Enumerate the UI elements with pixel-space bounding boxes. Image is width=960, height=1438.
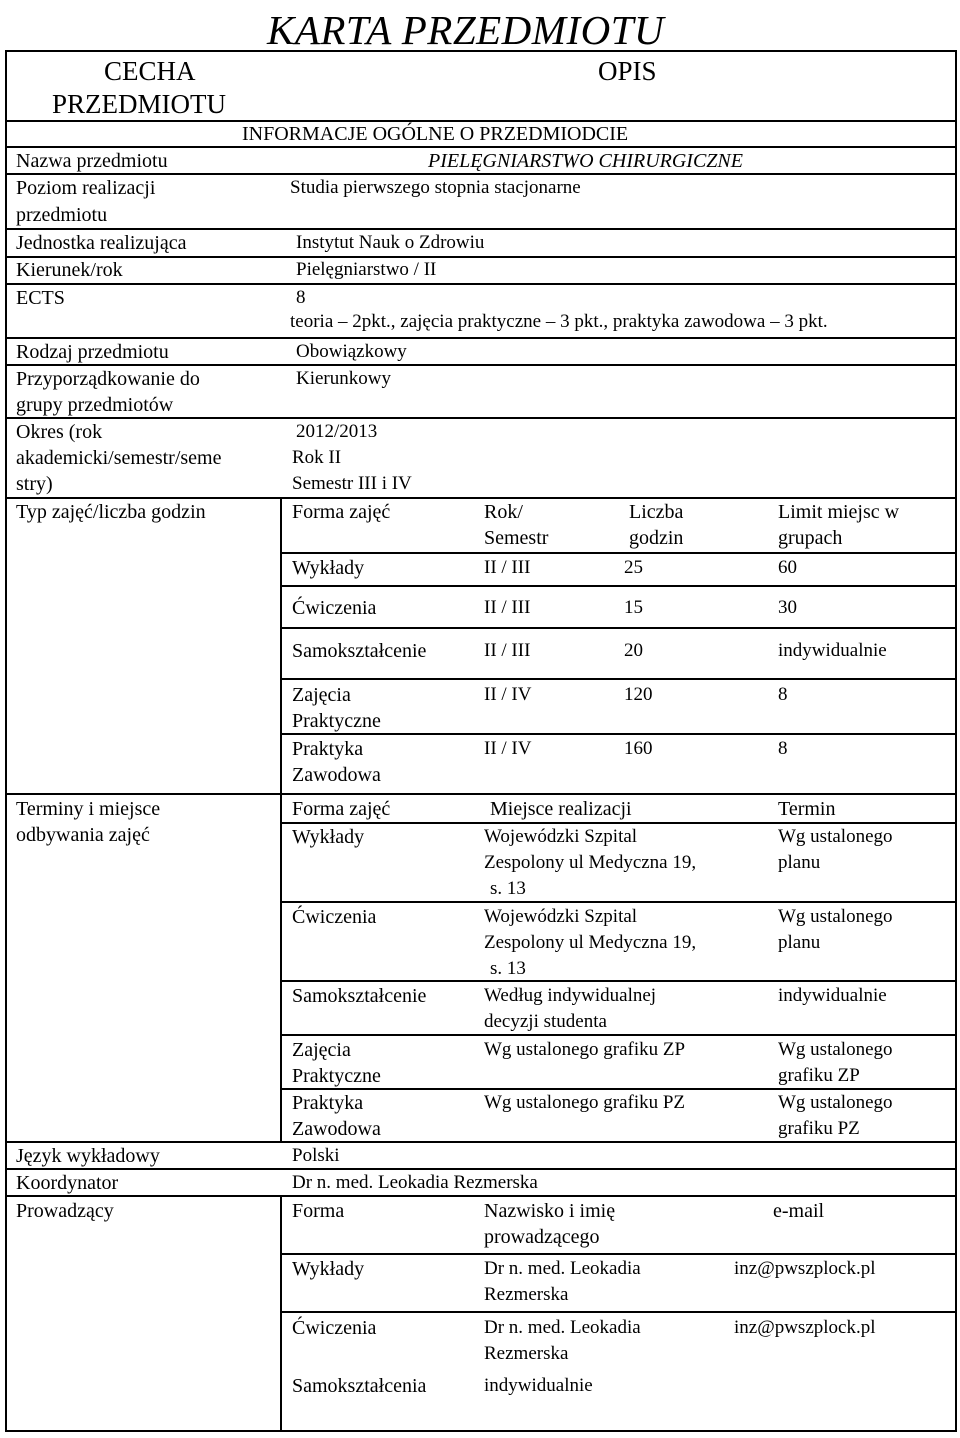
column-header: Liczba (629, 501, 684, 523)
field-value: 2012/2013 (296, 421, 378, 442)
column-header: Limit miejsc w (778, 501, 900, 523)
header-feature: PRZEDMIOTU (52, 89, 226, 119)
row-limit: 8 (778, 684, 788, 705)
rule (280, 793, 282, 1143)
column-header: Forma (292, 1200, 345, 1222)
row-form: Samokształcenie (292, 640, 427, 662)
row-hours: 120 (624, 684, 653, 705)
row-form: Zajęcia (292, 1039, 351, 1061)
field-label: Przyporządkowanie do (16, 368, 200, 390)
rule (5, 283, 957, 285)
row-term: Wg ustalonego (778, 826, 893, 847)
field-label: przedmiotu (16, 204, 108, 226)
row-term: Wg ustalonego (778, 1039, 893, 1060)
row-form: Zawodowa (292, 1118, 381, 1140)
field-label: Jednostka realizująca (16, 232, 187, 254)
column-header: godzin (629, 527, 684, 549)
section-heading: INFORMACJE OGÓLNE O PRZEDMIODCIE (242, 123, 629, 145)
row-place: Wg ustalonego grafiku PZ (484, 1092, 686, 1113)
row-year: II / III (484, 597, 531, 618)
rule (280, 1311, 957, 1313)
row-place: decyzji studenta (484, 1011, 607, 1032)
rule (280, 678, 957, 680)
field-label: odbywania zajęć (16, 824, 150, 846)
course-name: PIELĘGNIARSTWO CHIRURGICZNE (428, 150, 743, 172)
row-form: Praktyczne (292, 710, 381, 732)
document-title: KARTA PRZEDMIOTU (267, 7, 665, 53)
rule (5, 50, 7, 1432)
ects-detail: teoria – 2pkt., zajęcia praktyczne – 3 pkt., praktyka zawodowa – 3 pkt. (290, 311, 828, 332)
rule (5, 793, 957, 795)
ects-value: 8 (296, 287, 306, 308)
row-limit: 8 (778, 738, 788, 759)
row-hours: 25 (624, 557, 643, 578)
field-value: Obowiązkowy (296, 341, 407, 362)
rule (280, 552, 957, 554)
row-place: Zespolony ul Medyczna 19, (484, 932, 697, 953)
rule (280, 980, 957, 982)
row-email: inz@pwszplock.pl (734, 1258, 876, 1279)
row-limit: 60 (778, 557, 797, 578)
header-description: OPIS (598, 56, 657, 86)
field-label: Poziom realizacji (16, 177, 156, 199)
row-form: Praktyczne (292, 1065, 381, 1087)
column-header: Termin (778, 798, 836, 820)
row-term: Wg ustalonego (778, 906, 893, 927)
row-form: Wykłady (292, 826, 365, 848)
row-lecturer: Rezmerska (484, 1343, 569, 1364)
row-hours: 160 (624, 738, 653, 759)
field-label: akademicki/semestr/seme (16, 447, 222, 469)
field-label: stry) (16, 473, 53, 495)
row-form: Ćwiczenia (292, 597, 377, 619)
column-header: Semestr (484, 527, 549, 549)
rule (280, 733, 957, 735)
row-place: Wojewódzki Szpital (484, 826, 638, 847)
field-value: Pielęgniarstwo / II (296, 259, 437, 280)
field-label: Okres (rok (16, 421, 103, 443)
row-place: Zespolony ul Medyczna 19, (484, 852, 697, 873)
row-hours: 15 (624, 597, 643, 618)
rule (5, 1430, 957, 1432)
field-label: Rodzaj przedmiotu (16, 341, 169, 363)
rule (280, 627, 957, 629)
row-year: II / III (484, 557, 531, 578)
rule (280, 585, 957, 587)
row-form: Zawodowa (292, 764, 381, 786)
row-place: Wojewódzki Szpital (484, 906, 638, 927)
field-value: Polski (292, 1145, 340, 1166)
row-limit: indywidualnie (778, 640, 887, 661)
row-term: Wg ustalonego (778, 1092, 893, 1113)
field-value: Semestr III i IV (292, 473, 412, 494)
row-place: Wg ustalonego grafiku ZP (484, 1039, 686, 1060)
row-year: II / IV (484, 738, 532, 759)
rule (280, 497, 282, 795)
field-value: Dr n. med. Leokadia Rezmerska (292, 1172, 538, 1193)
rule (280, 901, 957, 903)
row-place: s. 13 (490, 878, 526, 899)
row-term: planu (778, 932, 821, 953)
field-label: Kierunek/rok (16, 259, 123, 281)
row-limit: 30 (778, 597, 797, 618)
row-year: II / IV (484, 684, 532, 705)
row-lecturer: indywidualnie (484, 1375, 593, 1396)
field-label: Nazwa przedmiotu (16, 150, 168, 172)
row-form: Praktyka (292, 1092, 364, 1114)
column-header: grupach (778, 527, 843, 549)
column-header: Forma zajęć (292, 501, 391, 523)
field-label: Prowadzący (16, 1200, 114, 1222)
field-label: Język wykładowy (16, 1145, 160, 1167)
column-header: Miejsce realizacji (490, 798, 632, 820)
column-header: Forma zajęć (292, 798, 391, 820)
row-form: Samokształcenia (292, 1375, 427, 1397)
row-form: Ćwiczenia (292, 906, 377, 928)
row-form: Ćwiczenia (292, 1317, 377, 1339)
row-form: Wykłady (292, 1258, 365, 1280)
row-email: inz@pwszplock.pl (734, 1317, 876, 1338)
row-term: indywidualnie (778, 985, 887, 1006)
field-value: Instytut Nauk o Zdrowiu (296, 232, 485, 253)
field-label: grupy przedmiotów (16, 394, 174, 416)
field-value: Rok II (292, 447, 342, 468)
rule (280, 1195, 282, 1432)
column-header: e-mail (773, 1200, 825, 1222)
row-lecturer: Dr n. med. Leokadia (484, 1258, 641, 1279)
column-header: prowadzącego (484, 1226, 600, 1248)
row-term: planu (778, 852, 821, 873)
row-term: grafiku PZ (778, 1118, 860, 1139)
row-hours: 20 (624, 640, 643, 661)
field-value: Kierunkowy (296, 368, 391, 389)
field-label: Typ zajęć/liczba godzin (16, 501, 206, 523)
header-feature: CECHA (104, 56, 196, 86)
row-form: Wykłady (292, 557, 365, 579)
field-label: Koordynator (16, 1172, 119, 1194)
row-place: Według indywidualnej (484, 985, 657, 1006)
field-label: ECTS (16, 287, 65, 309)
row-form: Praktyka (292, 738, 364, 760)
column-header: Nazwisko i imię (484, 1200, 616, 1222)
field-value: Studia pierwszego stopnia stacjonarne (290, 177, 581, 198)
row-term: grafiku ZP (778, 1065, 860, 1086)
rule (955, 50, 957, 1432)
row-lecturer: Dr n. med. Leokadia (484, 1317, 641, 1338)
row-lecturer: Rezmerska (484, 1284, 569, 1305)
row-place: s. 13 (490, 958, 526, 979)
rule (5, 256, 957, 258)
column-header: Rok/ (484, 501, 523, 523)
field-label: Terminy i miejsce (16, 798, 161, 820)
rule (280, 1253, 957, 1255)
row-form: Samokształcenie (292, 985, 427, 1007)
row-form: Zajęcia (292, 684, 351, 706)
row-year: II / III (484, 640, 531, 661)
rule (280, 1034, 957, 1036)
